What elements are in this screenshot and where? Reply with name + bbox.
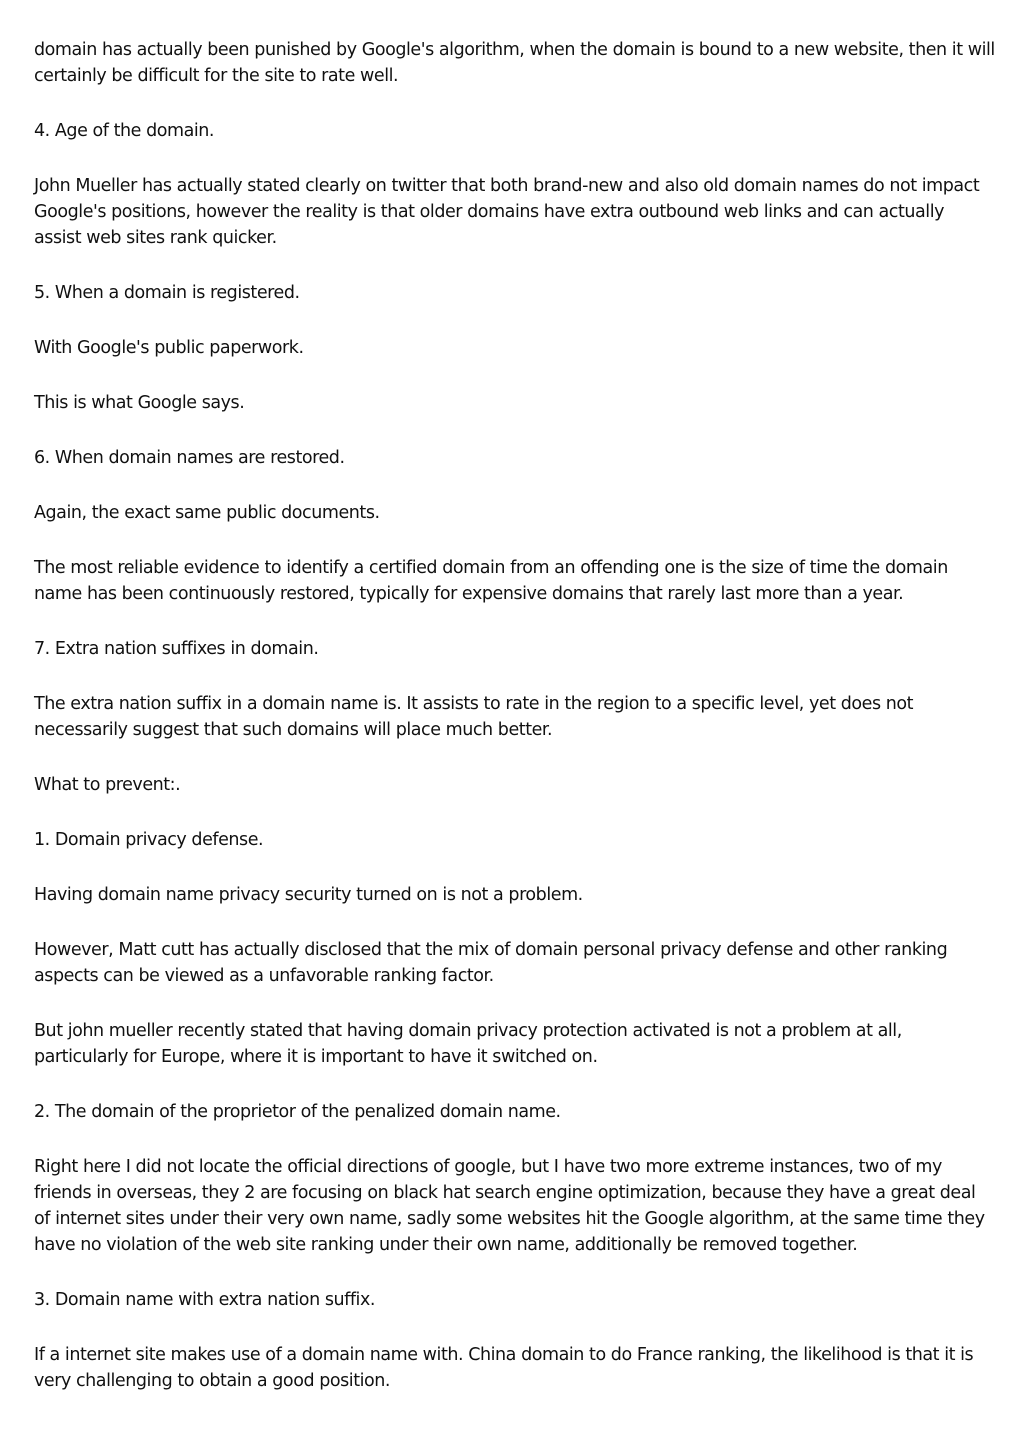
- paragraph-public-paperwork: With Google's public paperwork.: [34, 338, 304, 358]
- paragraph-public-documents: Again, the exact same public documents.: [34, 503, 380, 523]
- heading-domain-restored: 6. When domain names are restored.: [34, 448, 345, 468]
- heading-privacy-defense: 1. Domain privacy defense.: [34, 830, 264, 850]
- document-body: [34, 37, 996, 1423]
- paragraph-google-says: This is what Google says.: [34, 393, 245, 413]
- paragraph-china-france: If a internet site makes use of a domain name with. China domain to do France ranking, the likelihood is that it is very challenging to obtain a good position.: [34, 1345, 974, 1391]
- heading-extra-nation-suffix: 3. Domain name with extra nation suffix.: [34, 1290, 375, 1310]
- paragraph-john-mueller-privacy: But john mueller recently stated that having domain privacy protection activated is not a problem at all, particularly for Europe, where it is important to have it switched on.: [34, 1021, 902, 1067]
- heading-age-of-domain: 4. Age of the domain.: [34, 121, 215, 141]
- heading-what-to-prevent: What to prevent:.: [34, 775, 181, 795]
- paragraph-john-mueller-age: John Mueller has actually stated clearly on twitter that both brand-new and also old domain names do not impact Google's positions, however the reality is that older domains have extra outbound web links and can actually assist web sites rank quicker.: [34, 176, 980, 248]
- heading-domain-registered: 5. When a domain is registered.: [34, 283, 300, 303]
- paragraph-reliable-evidence: The most reliable evidence to identify a certified domain from an offending one is the size of time the domain name has been continuously restored, typically for expensive domains that rarely last more than a year.: [34, 558, 948, 604]
- heading-nation-suffixes: 7. Extra nation suffixes in domain.: [34, 639, 319, 659]
- paragraph-nation-suffix: The extra nation suffix in a domain name is. It assists to rate in the region to a specific level, yet does not necessarily suggest that such domains will place much better.: [34, 694, 914, 740]
- paragraph-matt-cutt: However, Matt cutt has actually disclosed that the mix of domain personal privacy defense and other ranking aspects can be viewed as a unfavorable ranking factor.: [34, 940, 948, 986]
- heading-penalized-proprietor: 2. The domain of the proprietor of the penalized domain name.: [34, 1102, 561, 1122]
- paragraph-black-hat-friends: Right here I did not locate the official directions of google, but I have two more extreme instances, two of my friends in overseas, they 2 are focusing on black hat search engine optimization, because they have a great deal of internet sites under their very own name, sadly some websites hit the Google algorithm, at the same time they have no violation of the web site ranking under their own name, additionally be removed together.: [34, 1157, 985, 1255]
- paragraph-domain-punished: domain has actually been punished by Google's algorithm, when the domain is bound to a new website, then it will certainly be difficult for the site to rate well.: [34, 40, 995, 86]
- paragraph-privacy-not-problem: Having domain name privacy security turned on is not a problem.: [34, 885, 583, 905]
